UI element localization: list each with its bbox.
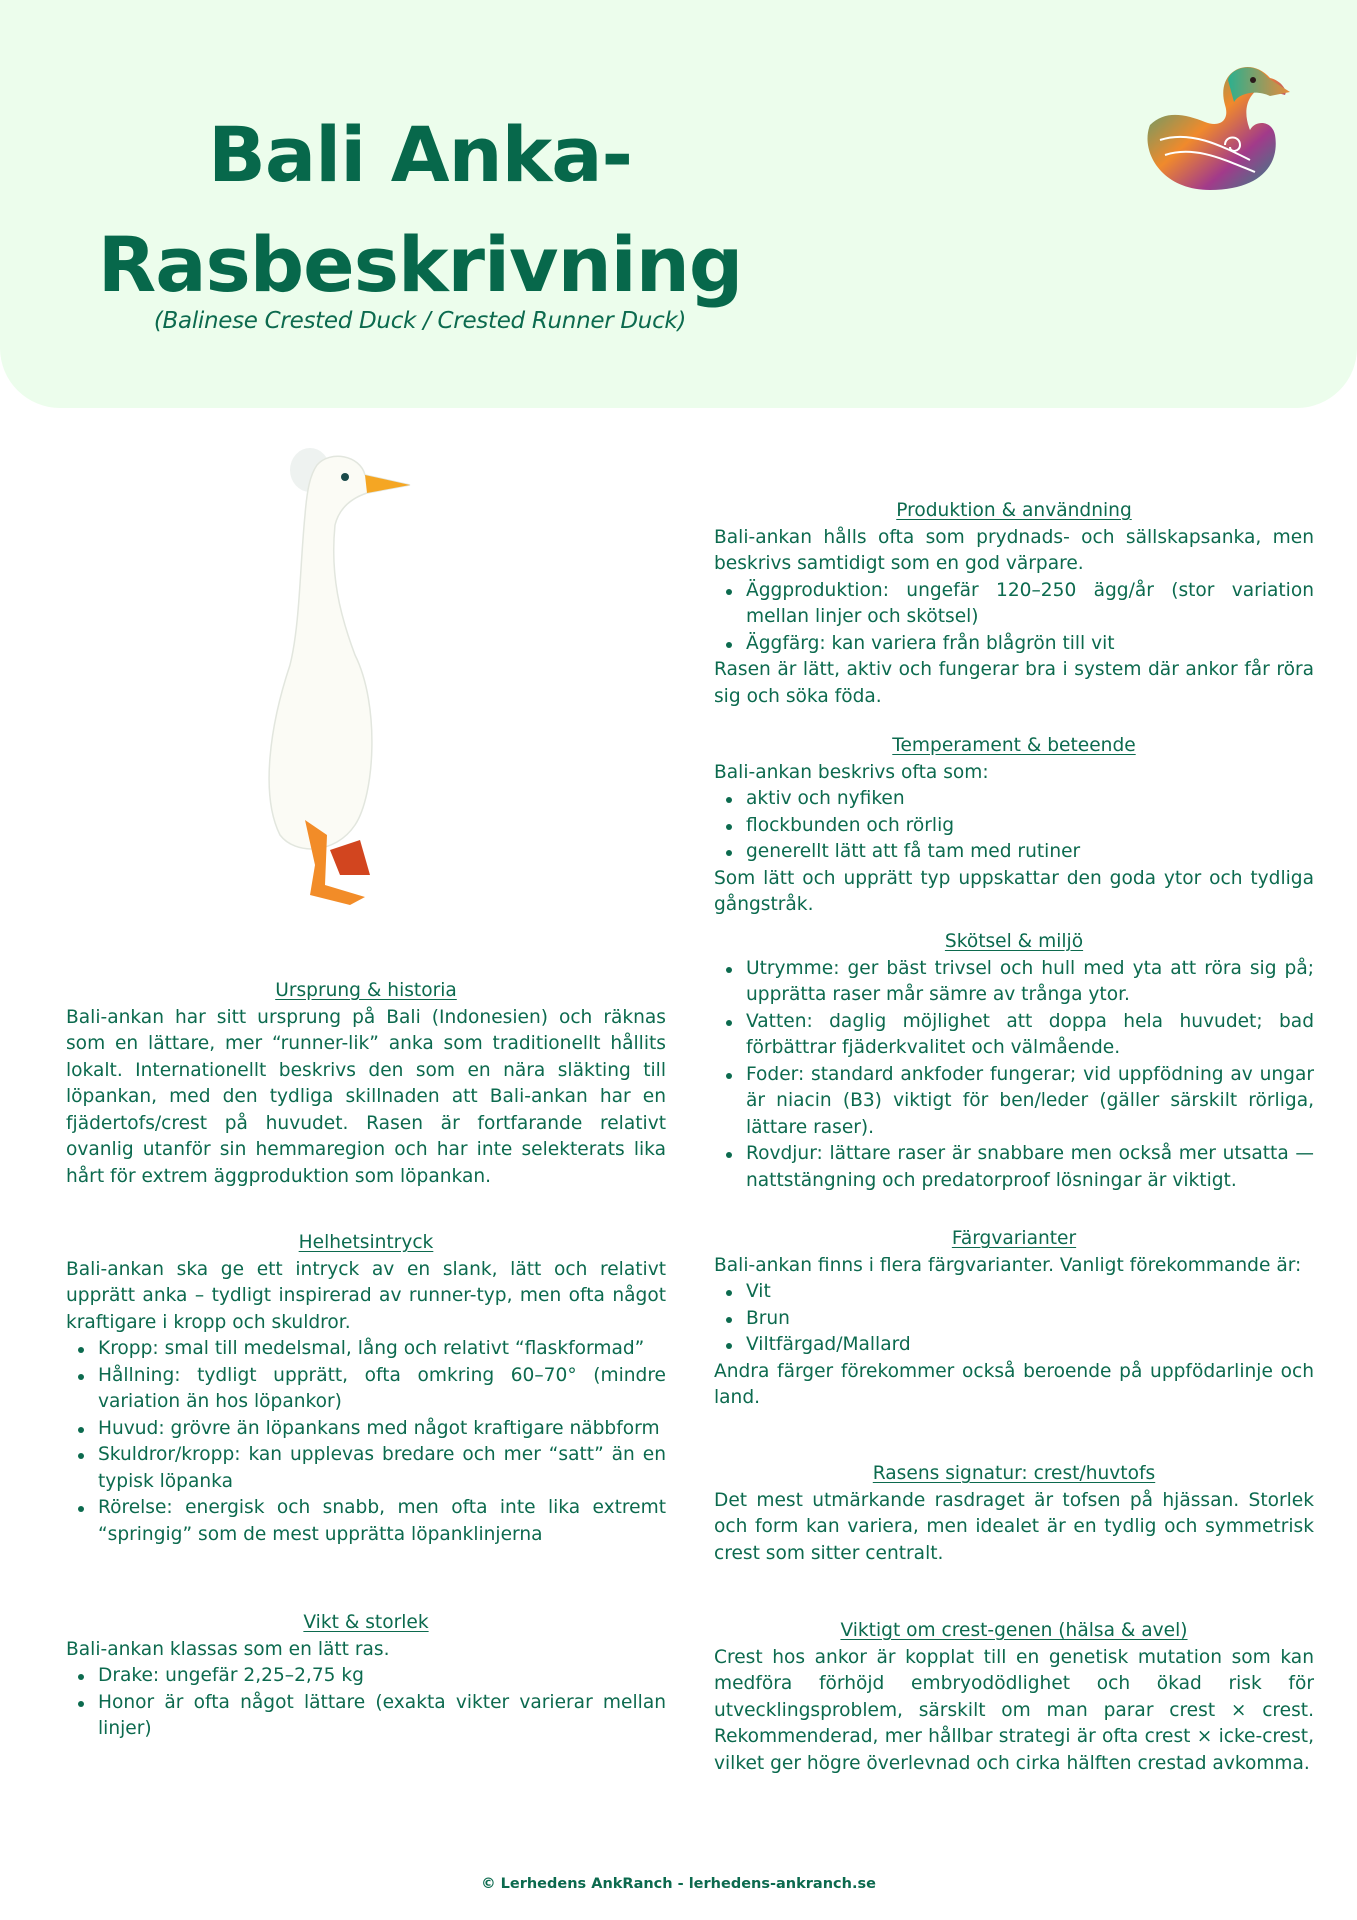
section-text: Bali-ankan har sitt ursprung på Bali (Indonesien) och räknas som en lättare, mer “runner-lik” anka som traditionellt hållits lokalt. Internationellt beskrivs den som en nära släkting till löpankan, med den tydliga skillnaden att Bali-ankan har en fjädertofs/crest på huvudet. Rasen är fortfarande relativt ovanlig utanför sin hemmaregion och har inte selekterats lika hårt för extrem äggproduktion som löpankan. [66, 1006, 666, 1187]
list-item: Huvud: grövre än löpankans med något kraftigare näbbform [98, 1416, 666, 1443]
list-item: Foder: standard ankfoder fungerar; vid uppfödning av ungar är niacin (B3) viktigt för ben/leder (gäller särskilt rörliga, lättare raser). [746, 1062, 1314, 1142]
list-item: aktiv och nyfiken [746, 786, 1314, 813]
section-crest-gen [714, 1618, 1314, 1777]
list-item: Äggproduktion: ungefär 120–250 ägg/år (stor variation mellan linjer och skötsel) [746, 578, 1314, 631]
section-produktion [714, 498, 1314, 710]
header-band [0, 0, 1357, 408]
list-item: Kropp: smal till medelsmal, lång och relativt “flaskformad” [98, 1336, 666, 1363]
section-skotsel [714, 929, 1314, 1194]
list-item: Rovdjur: lättare raser är snabbare men också mer utsatta —nattstängning och predatorproof lösningar är viktigt. [746, 1141, 1314, 1194]
footer-copyright: © Lerhedens AnkRanch - lerhedens-ankranch.se [481, 1876, 876, 1892]
section-heading: Viktigt om crest-genen (hälsa & avel) [840, 1620, 1188, 1641]
bullet-list [714, 578, 1314, 658]
section-intro: Bali-ankan klassas som en lätt ras. [66, 1638, 390, 1660]
section-heading: Helhetsintryck [298, 1232, 434, 1253]
list-item: generellt lätt att få tam med rutiner [746, 839, 1314, 866]
section-ursprung [66, 978, 666, 1190]
section-heading: Rasens signatur: crest/huvtofs [872, 1463, 1156, 1484]
section-temperament [714, 733, 1314, 919]
bullet-list [714, 956, 1314, 1195]
list-item: Viltfärgad/Mallard [746, 1332, 1314, 1359]
list-item: Brun [746, 1306, 1314, 1333]
section-helhetsintryck [66, 1230, 666, 1548]
list-item: Äggfärg: kan variera från blågrön till vit [746, 631, 1314, 658]
white-crested-duck-photo [255, 435, 445, 935]
section-outro: Andra färger förekommer också beroende på uppfödarlinje och land. [714, 1360, 1314, 1408]
section-heading: Vikt & storlek [303, 1612, 429, 1633]
section-outro: Som lätt och upprätt typ uppskattar den goda ytor och tydliga gångstråk. [714, 867, 1314, 915]
page-subtitle: (Balinese Crested Duck / Crested Runner Duck) [153, 308, 687, 334]
list-item: Hållning: tydligt upprätt, ofta omkring 60–70° (mindre variation än hos löpankor) [98, 1363, 666, 1416]
list-item: Vatten: daglig möjlighet att doppa hela huvudet; bad förbättrar fjäderkvalitet och välmående. [746, 1009, 1314, 1062]
list-item: Vit [746, 1279, 1314, 1306]
section-intro: Bali-ankan finns i flera färgvarianter. Vanligt förekommande är: [714, 1254, 1302, 1276]
section-intro: Bali-ankan beskrivs ofta som: [714, 761, 989, 783]
duck-logo-icon [1130, 50, 1295, 200]
section-signatur [714, 1461, 1314, 1567]
page-title [0, 100, 840, 320]
section-text: Det mest utmärkande rasdraget är tofsen på hjässan. Storlek och form kan variera, men idealet är en tydlig och symmetrisk crest som sitter centralt. [714, 1489, 1314, 1564]
section-intro: Bali-ankan ska ge ett intryck av en slank, lätt och relativt upprätt anka – tydligt inspirerad av runner-typ, men ofta något kraftigare i kropp och skuldror. [66, 1258, 666, 1333]
section-vikt [66, 1610, 666, 1743]
section-fargvarianter [714, 1226, 1314, 1412]
section-heading: Ursprung & historia [275, 980, 457, 1001]
list-item: Drake: ungefär 2,25–2,75 kg [98, 1663, 666, 1690]
list-item: Honor är ofta något lättare (exakta vikter varierar mellan linjer) [98, 1690, 666, 1743]
section-text: Crest hos ankor är kopplat till en genetisk mutation som kan medföra förhöjd embryodödlighet och ökad risk för utvecklingsproblem, särskilt om man parar crest × crest. Rekommenderad, mer hållbar strategi är ofta crest × icke-crest, vilket ger högre överlevnad och cirka hälften crestad avkomma. [714, 1646, 1314, 1774]
bullet-list [66, 1663, 666, 1743]
list-item: flockbunden och rörlig [746, 813, 1314, 840]
list-item: Utrymme: ger bäst trivsel och hull med yta att röra sig på; upprätta raser mår sämre av trånga ytor. [746, 956, 1314, 1009]
section-heading: Färgvarianter [951, 1228, 1077, 1249]
bullet-list [714, 786, 1314, 866]
bullet-list [66, 1336, 666, 1548]
section-heading: Produktion & användning [896, 500, 1132, 521]
section-heading: Skötsel & miljö [944, 931, 1084, 952]
section-intro: Bali-ankan hålls ofta som prydnads- och sällskapsanka, men beskrivs samtidigt som en god värpare. [714, 526, 1314, 574]
section-heading: Temperament & beteende [892, 735, 1136, 756]
list-item: Rörelse: energisk och snabb, men ofta inte lika extremt “springig” som de mest upprätta löpanklinjerna [98, 1495, 666, 1548]
title-line-2: Rasbeskrivning [97, 220, 743, 309]
section-outro: Rasen är lätt, aktiv och fungerar bra i system där ankor får röra sig och söka föda. [714, 659, 1314, 707]
title-line-1: Bali Anka- [207, 110, 633, 199]
list-item: Skuldror/kropp: kan upplevas bredare och mer “satt” än en typisk löpanka [98, 1442, 666, 1495]
bullet-list [714, 1279, 1314, 1359]
